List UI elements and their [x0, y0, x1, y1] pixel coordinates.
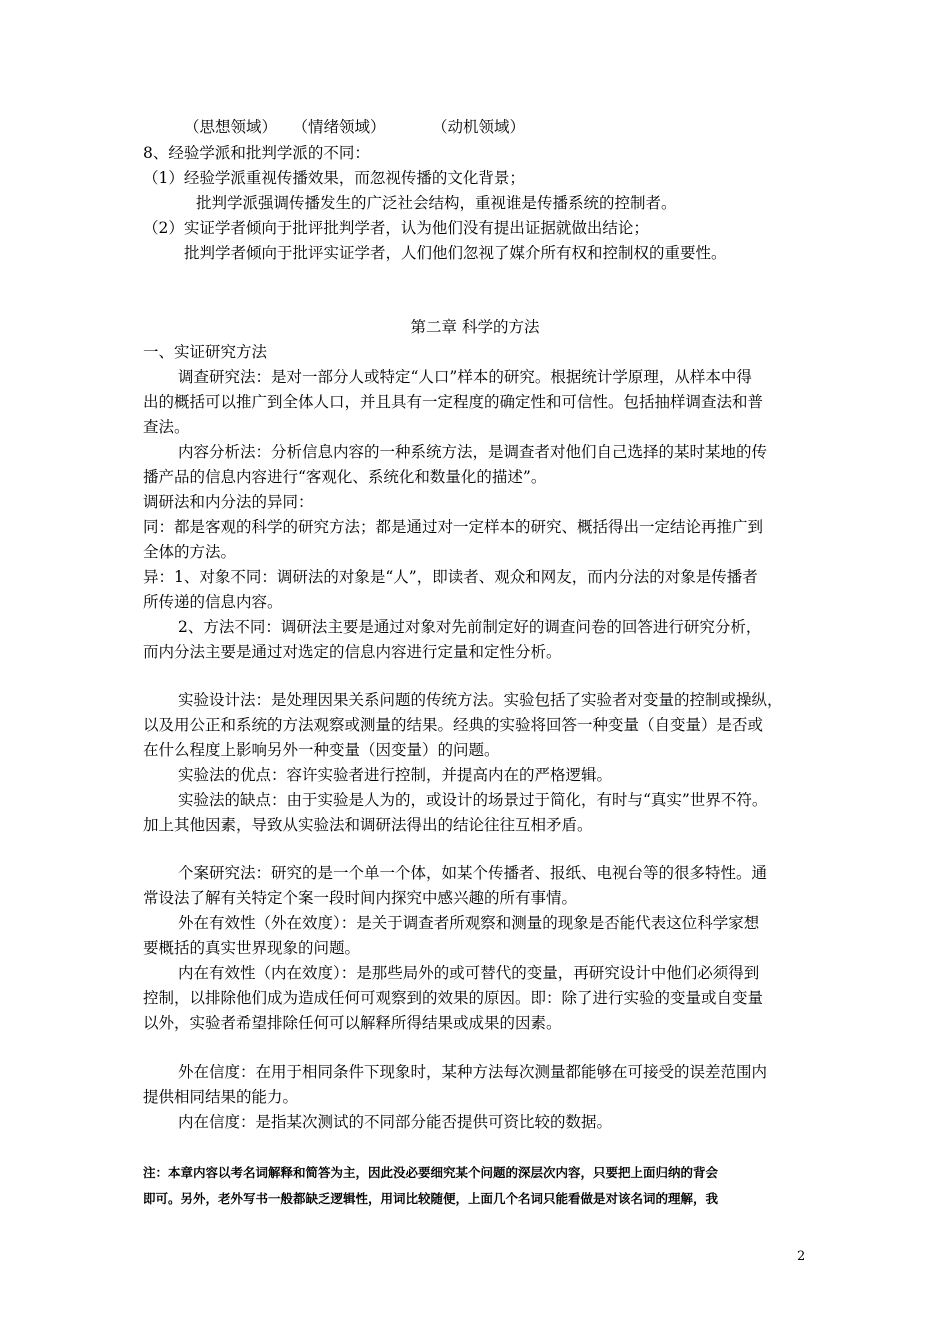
- text-line: 加上其他因素，导致从实验法和调研法得出的结论往往互相矛盾。: [143, 816, 593, 834]
- text-line: 外在信度：在用于相同条件下现象时，某种方法每次测量都能够在可接受的误差范围内: [178, 1063, 768, 1081]
- text-line: 播产品的信息内容进行“客观化、系统化和数量化的描述”。: [143, 468, 547, 486]
- domain-labels: （思想领域） （情绪领域） （动机领域）: [184, 118, 526, 136]
- text-line: 内在信度：是指某次测试的不同部分能否提供可资比较的数据。: [178, 1113, 613, 1131]
- note-text: 注：本章内容以考名词解释和简答为主，因此没必要细究某个问题的深层次内容，只要把上面归纳的背会: [143, 1165, 719, 1180]
- text-line: 实验设计法：是处理因果关系问题的传统方法。实验包括了实验者对变量的控制或操纵，: [178, 691, 783, 709]
- text-line: 批判学派强调传播发生的广泛社会结构，重视谁是传播系统的控制者。: [196, 194, 677, 212]
- text-line: 常设法了解有关特定个案一段时间内探究中感兴趣的所有事情。: [143, 889, 578, 907]
- text-line: 调研法和内分法的异同：: [143, 493, 314, 511]
- text-line: 在什么程度上影响另外一种变量（因变量）的问题。: [143, 741, 500, 759]
- text-line: 外在有效性（外在效度）：是关于调查者所观察和测量的现象是否能代表这位科学家想: [178, 914, 760, 932]
- text-line: 调查研究法：是对一部分人或特定“人口”样本的研究。根据统计学原理，从样本中得: [178, 368, 752, 386]
- text-line: 实验法的优点：容许实验者进行控制，并提高内在的严格逻辑。: [178, 766, 613, 784]
- text-line: 批判学者倾向于批评实证学者，人们他们忽视了媒介所有权和控制权的重要性。: [184, 244, 727, 262]
- chapter-title: 第二章 科学的方法: [410, 318, 540, 336]
- text-line: 所传递的信息内容。: [143, 593, 283, 611]
- text-line: 异：1、对象不同：调研法的对象是“人”，即读者、观众和网友，而内分法的对象是传播者: [143, 568, 758, 586]
- text-line: 以外，实验者希望排除任何可以解释所得结果或成果的因素。: [143, 1014, 562, 1032]
- text-line: 以及用公正和系统的方法观察或测量的结果。经典的实验将回答一种变量（自变量）是否或: [143, 716, 764, 734]
- text-line: 实验法的缺点：由于实验是人为的，或设计的场景过于简化，有时与“真实”世界不符。: [178, 791, 768, 809]
- text-line: 控制，以排除他们成为造成任何可观察到的效果的原因。即：除了进行实验的变量或自变量: [143, 989, 764, 1007]
- note-text: 即可。另外，老外写书一般都缺乏逻辑性，用词比较随便，上面几个名词只能看做是对该名词的理解，我: [143, 1191, 719, 1206]
- text-line: 出的概括可以推广到全体人口，并且具有一定程度的确定性和可信性。包括抽样调查法和普: [143, 393, 764, 411]
- text-line: 而内分法主要是通过对选定的信息内容进行定量和定性分析。: [143, 643, 562, 661]
- section-heading: 一、实证研究方法: [143, 343, 268, 361]
- text-line: 内容分析法：分析信息内容的一种系统方法，是调查者对他们自己选择的某时某地的传: [178, 443, 768, 461]
- text-line: 2、方法不同：调研法主要是通过对象对先前制定好的调查问卷的回答进行研究分析，: [178, 618, 762, 636]
- text-line: 查法。: [143, 418, 190, 436]
- text-line: （1）经验学派重视传播效果，而忽视传播的文化背景；: [143, 169, 525, 187]
- page-number: 2: [797, 1249, 806, 1264]
- text-line: 要概括的真实世界现象的问题。: [143, 939, 361, 957]
- text-line: 个案研究法：研究的是一个单一个体，如某个传播者、报纸、电视台等的很多特性。通: [178, 864, 768, 882]
- text-line: 内在有效性（内在效度）：是那些局外的或可替代的变量，再研究设计中他们必须得到: [178, 964, 760, 982]
- text-line: 全体的方法。: [143, 543, 237, 561]
- text-line: 提供相同结果的能力。: [143, 1088, 299, 1106]
- text-line: 同：都是客观的科学的研究方法；都是通过对一定样本的研究、概括得出一定结论再推广到: [143, 518, 764, 536]
- text-line: （2）实证学者倾向于批评批判学者，认为他们没有提出证据就做出结论；: [143, 219, 649, 237]
- item-8-heading: 8、经验学派和批判学派的不同：: [143, 144, 370, 162]
